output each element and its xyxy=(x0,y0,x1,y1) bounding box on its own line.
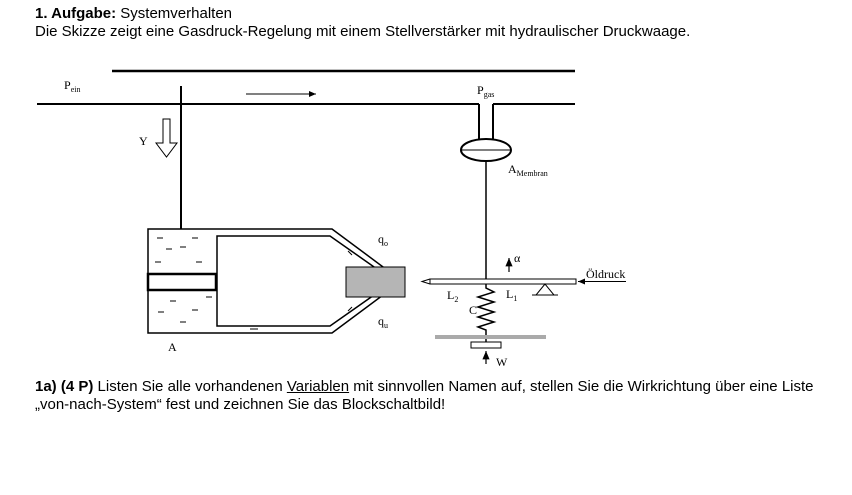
task-title: Systemverhalten xyxy=(120,5,233,22)
question-prefix: 1a) (4 P) xyxy=(35,378,94,395)
nozzle-tip xyxy=(422,279,430,284)
question-underlined-term: Variablen xyxy=(286,378,350,395)
label-l2: $L_2$ xyxy=(447,288,459,304)
label-oeldruck: Öldruck xyxy=(586,267,626,281)
label-p-ein: $P_{ein}$ xyxy=(64,78,81,94)
setpoint-block xyxy=(471,342,501,348)
nozzle-block xyxy=(346,267,405,297)
label-alpha: α xyxy=(514,251,521,265)
label-a: A xyxy=(168,340,177,354)
label-a-membran: $A_{Membran}$ xyxy=(508,162,548,178)
piston xyxy=(148,274,216,290)
label-q-o: $q_o$ xyxy=(378,232,388,248)
task-description: Die Skizze zeigt eine Gasdruck-Regelung mit einem Stellverstärker mit hydraulischer Druckwaage. xyxy=(35,23,691,40)
question-text-after: mit sinnvollen Namen auf, stellen Sie die Wirkrichtung über eine Liste „von-nach-System“ fest und zeichnen Sie das Blockschaltbild! xyxy=(35,378,814,413)
label-y: Y xyxy=(139,134,148,148)
label-q-u: $q_u$ xyxy=(378,314,388,330)
spring xyxy=(478,284,494,342)
pivot xyxy=(536,284,554,295)
label-l1: $L_1$ xyxy=(506,287,518,303)
question-text-before: Listen Sie alle vorhandenen xyxy=(93,378,287,395)
y-hollow-arrow xyxy=(156,119,177,157)
task-number: 1. Aufgabe: xyxy=(35,5,117,22)
label-c: C xyxy=(469,303,478,317)
label-p-gas: $P_{gas}$ xyxy=(477,83,495,99)
question-1a xyxy=(35,378,835,414)
label-w: W xyxy=(496,355,508,369)
lever xyxy=(430,279,576,284)
